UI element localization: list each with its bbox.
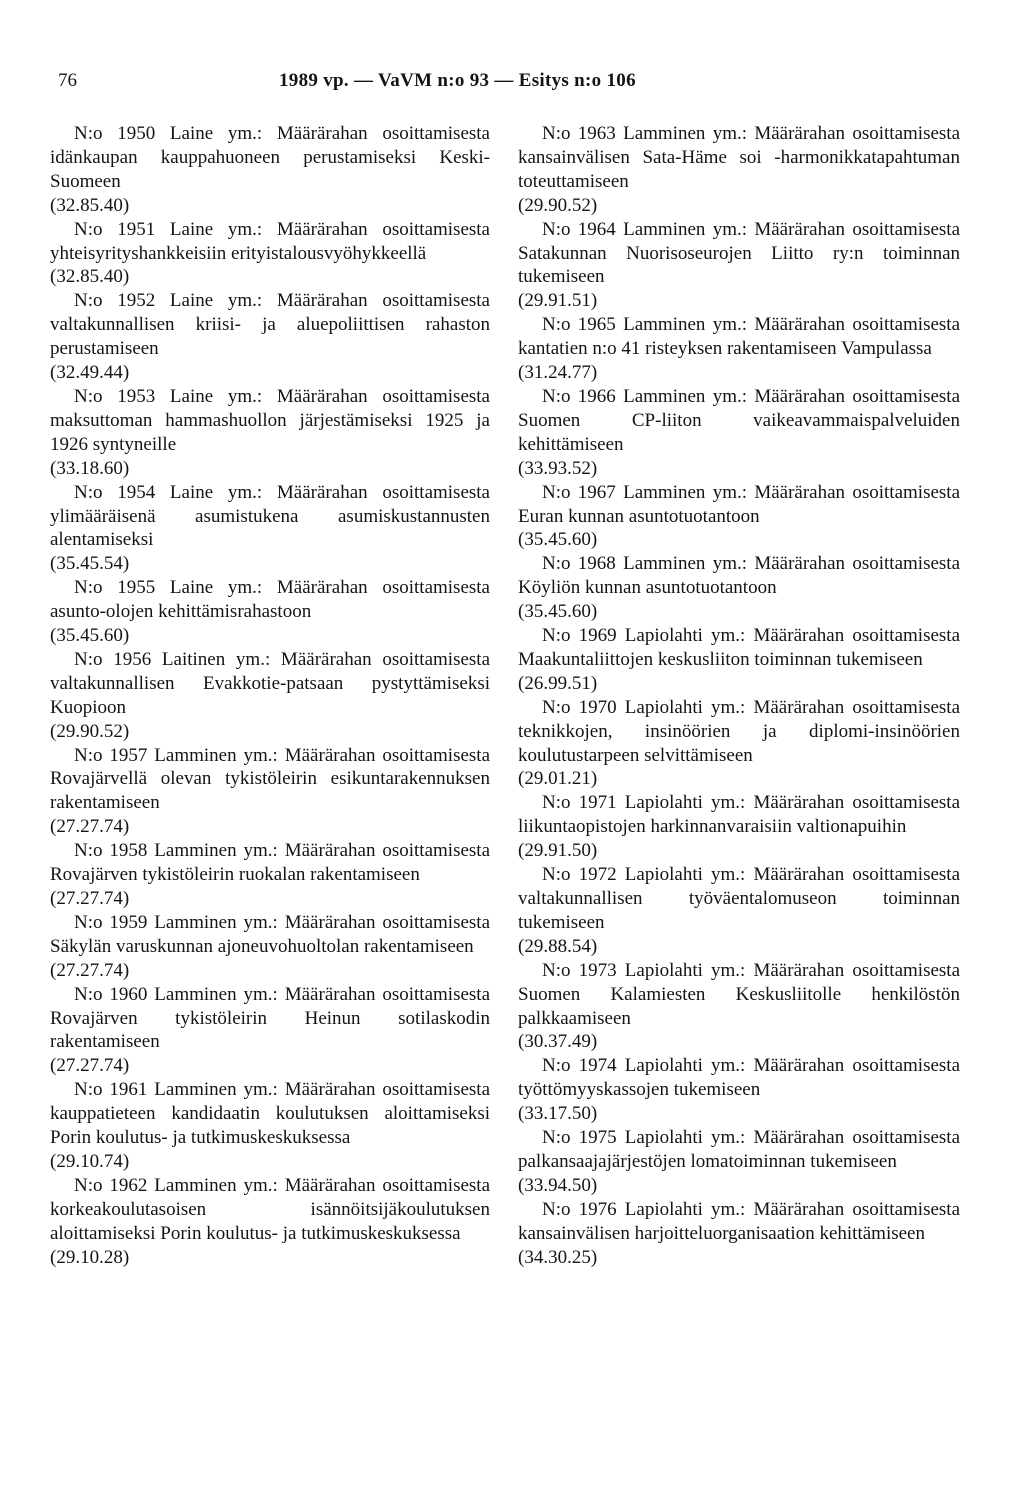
budget-item-number: (27.27.74) (50, 1055, 130, 1077)
budget-item-number: (33.94.50) (518, 1174, 598, 1196)
motion-text: N:o 1972 Lapiolahti ym.: Määrärahan osoittamisesta valtakunnallisen työväentalomuseon toiminnan tukemiseen (518, 864, 960, 933)
motion-entry (518, 313, 960, 385)
budget-item-number: (33.93.52) (518, 457, 598, 479)
budget-item-number: (29.10.28) (50, 1246, 130, 1268)
motion-entry (518, 218, 960, 314)
motion-text: N:o 1970 Lapiolahti ym.: Määrärahan osoittamisesta teknikkojen, insinöörien ja diplomi-insinöörien koulutustarpeen selvittämiseen (518, 696, 960, 766)
motion-text: N:o 1963 Lamminen ym.: Määrärahan osoittamisesta kansainvälisen Sata-Häme soi -harmonikkatapahtuman toteuttamiseen (518, 123, 960, 192)
motion-text: N:o 1968 Lamminen ym.: Määrärahan osoittamisesta Köyliön kunnan asuntotuotantoon (518, 553, 960, 599)
motion-text: N:o 1951 Laine ym.: Määrärahan osoittamisesta yhteisyrityshankkeisiin erityistalousvyöhykkeellä (50, 218, 490, 264)
budget-item-number: (32.85.40) (50, 266, 130, 288)
motion-entry (518, 385, 960, 481)
motion-entry (518, 696, 960, 792)
motion-entry (50, 983, 490, 1079)
motion-text: N:o 1960 Lamminen ym.: Määrärahan osoittamisesta Rovajärven tykistöleirin Heinun sotilaskodin rakentamiseen (50, 983, 490, 1053)
motion-text: N:o 1975 Lapiolahti ym.: Määrärahan osoittamisesta palkansaajajärjestöjen lomatoiminnan tukemiseen (518, 1127, 960, 1172)
budget-item-number: (29.10.74) (50, 1150, 130, 1172)
budget-item-number: (35.45.54) (50, 553, 130, 575)
budget-item-number: (29.91.50) (518, 840, 598, 862)
budget-item-number: (35.45.60) (50, 625, 130, 647)
budget-item-number: (30.37.49) (518, 1031, 598, 1053)
motion-entry (518, 1198, 960, 1270)
budget-item-number: (29.90.52) (518, 194, 598, 216)
budget-item-number: (29.88.54) (518, 935, 598, 957)
budget-item-number: (29.01.21) (518, 768, 598, 790)
motion-text: N:o 1964 Lamminen ym.: Määrärahan osoittamisesta Satakunnan Nuorisoseurojen Liitto ry:n toiminnan tukemiseen (518, 218, 960, 288)
motion-text: N:o 1976 Lapiolahti ym.: Määrärahan osoittamisesta kansainvälisen harjoitteluorganisaation kehittämiseen (518, 1198, 960, 1244)
motion-text: N:o 1974 Lapiolahti ym.: Määrärahan osoittamisesta työttömyyskassojen tukemiseen (518, 1055, 960, 1101)
budget-item-number: (26.99.51) (518, 672, 598, 694)
budget-item-number: (34.30.25) (518, 1246, 598, 1268)
motion-entry (50, 385, 490, 481)
motion-text: N:o 1956 Laitinen ym.: Määrärahan osoittamisesta valtakunnallisen Evakkotie-patsaan pystyttämiseksi Kuopioon (50, 648, 490, 718)
motion-text: N:o 1966 Lamminen ym.: Määrärahan osoittamisesta Suomen CP-liiton vaikeavammaispalveluiden kehittämiseen (518, 385, 960, 455)
left-column (50, 122, 490, 1270)
motion-entry (50, 744, 490, 840)
motion-entry (518, 1054, 960, 1126)
motion-entry (50, 1174, 490, 1270)
motion-entry (518, 791, 960, 863)
motion-entry (518, 122, 960, 218)
motion-entry (518, 863, 960, 959)
motion-text: N:o 1958 Lamminen ym.: Määrärahan osoittamisesta Rovajärven tykistöleirin ruokalan rakentamiseen (50, 840, 490, 886)
motion-entry (518, 552, 960, 624)
motion-entry (50, 839, 490, 911)
motion-text: N:o 1969 Lapiolahti ym.: Määrärahan osoittamisesta Maakuntaliittojen keskusliiton toiminnan tukemiseen (518, 625, 960, 670)
motion-entry (50, 481, 490, 577)
motion-text: N:o 1967 Lamminen ym.: Määrärahan osoittamisesta Euran kunnan asuntotuotantoon (518, 481, 960, 527)
motion-text: N:o 1961 Lamminen ym.: Määrärahan osoittamisesta kauppatieteen kandidaatin koulutuksen aloittamiseksi Porin koulutus- ja tutkimuskeskuksessa (50, 1079, 490, 1149)
motion-text: N:o 1957 Lamminen ym.: Määrärahan osoittamisesta Rovajärvellä olevan tykistöleirin esikuntarakennuksen rakentamiseen (50, 744, 490, 814)
page-number: 76 (58, 70, 77, 91)
motion-text: N:o 1965 Lamminen ym.: Määrärahan osoittamisesta kantatien n:o 41 risteyksen rakentamiseen Vampulassa (518, 314, 960, 360)
motion-entry (518, 959, 960, 1055)
running-title: 1989 vp. — VaVM n:o 93 — Esitys n:o 106 (279, 70, 636, 91)
budget-item-number: (32.85.40) (50, 194, 130, 216)
motion-entry (518, 624, 960, 696)
motion-text: N:o 1971 Lapiolahti ym.: Määrärahan osoittamisesta liikuntaopistojen harkinnanvaraisiin valtionapuihin (518, 792, 960, 838)
motion-text: N:o 1973 Lapiolahti ym.: Määrärahan osoittamisesta Suomen Kalamiesten Keskusliitolle henkilöstön palkkaamiseen (518, 959, 960, 1029)
motion-entry (50, 218, 490, 290)
budget-item-number: (33.18.60) (50, 457, 130, 479)
page-header (0, 70, 1024, 100)
motion-entry (50, 1078, 490, 1174)
budget-item-number: (29.91.51) (518, 290, 598, 312)
motion-entry (50, 122, 490, 218)
motion-entry (518, 481, 960, 553)
budget-item-number: (27.27.74) (50, 816, 130, 838)
budget-item-number: (27.27.74) (50, 959, 130, 981)
budget-item-number: (33.17.50) (518, 1103, 598, 1125)
motion-entry (50, 648, 490, 744)
motion-text: N:o 1953 Laine ym.: Määrärahan osoittamisesta maksuttoman hammashuollon järjestämiseksi 1925 ja 1926 syntyneille (50, 385, 490, 455)
motion-text: N:o 1959 Lamminen ym.: Määrärahan osoittamisesta Säkylän varuskunnan ajoneuvohuoltolan rakentamiseen (50, 911, 490, 957)
budget-item-number: (27.27.74) (50, 888, 130, 909)
motion-text: N:o 1962 Lamminen ym.: Määrärahan osoittamisesta korkeakoulutasoisen isännöitsijäkoulutuksen aloittamiseksi Porin koulutus- ja tutkimuskeskuksessa (50, 1174, 490, 1244)
budget-item-number: (29.90.52) (50, 720, 130, 742)
budget-item-number: (35.45.60) (518, 529, 598, 551)
motion-text: N:o 1952 Laine ym.: Määrärahan osoittamisesta valtakunnallisen kriisi- ja aluepoliittisen rahaston perustamiseen (50, 290, 490, 360)
budget-item-number: (32.49.44) (50, 362, 130, 384)
budget-item-number: (31.24.77) (518, 362, 598, 384)
right-column (518, 122, 960, 1270)
motion-text: N:o 1955 Laine ym.: Määrärahan osoittamisesta asunto-olojen kehittämisrahastoon (50, 577, 490, 623)
budget-item-number: (35.45.60) (518, 601, 598, 623)
motion-text: N:o 1950 Laine ym.: Määrärahan osoittamisesta idänkaupan kauppahuoneen perustamiseksi Keski-Suomeen (50, 123, 490, 192)
motion-entry (50, 911, 490, 983)
motion-entry (50, 289, 490, 385)
motion-text: N:o 1954 Laine ym.: Määrärahan osoittamisesta ylimääräisenä asumistukena asumiskustannusten alentamiseksi (50, 481, 490, 551)
motion-entry (50, 576, 490, 648)
motion-entry (518, 1126, 960, 1198)
